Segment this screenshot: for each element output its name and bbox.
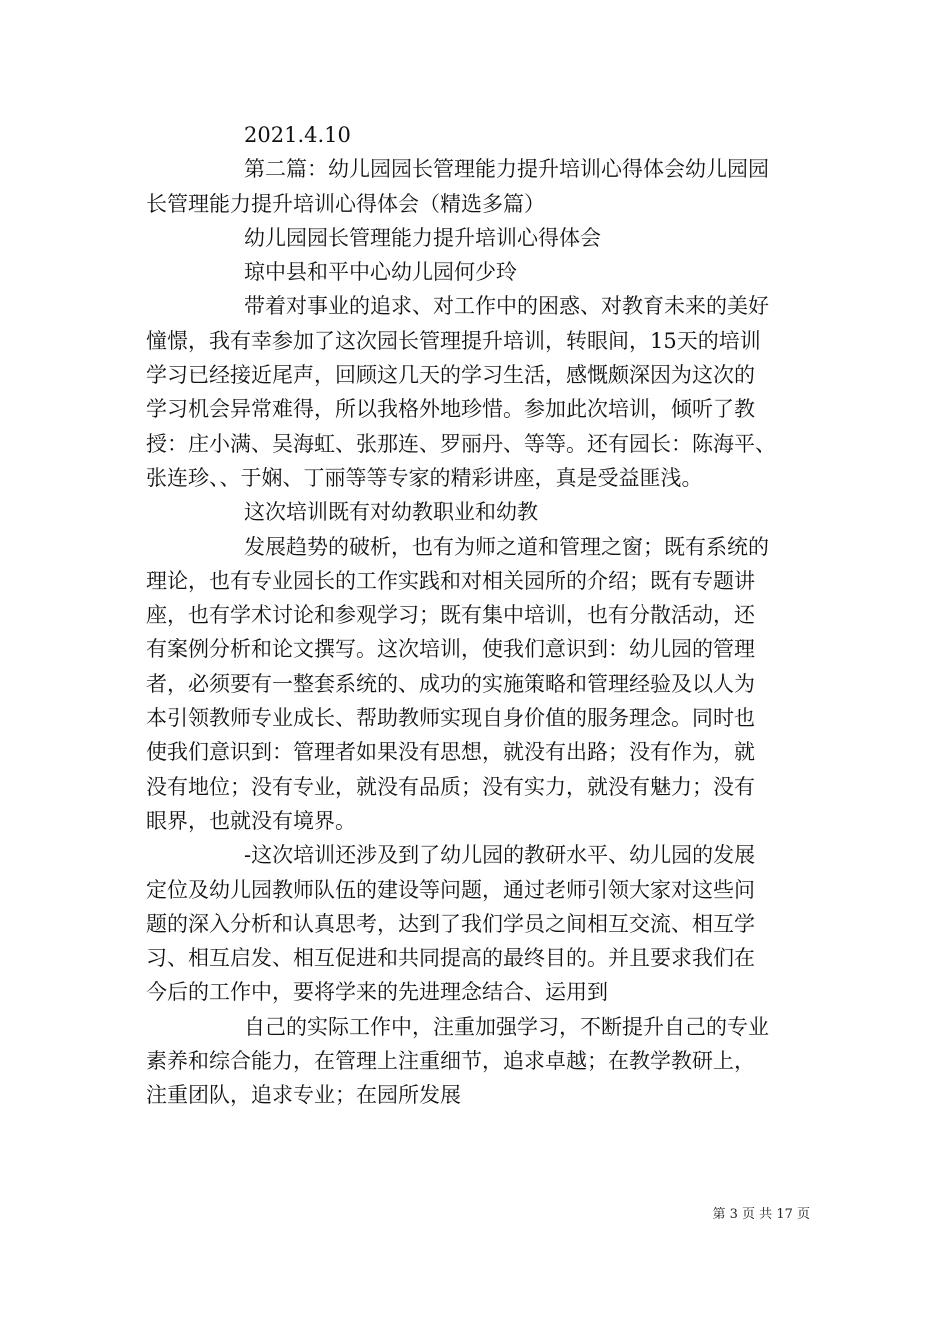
article-title: 幼儿园园长管理能力提升培训心得体会 [244,225,601,250]
text-line: 习、相互启发、相互促进和共同提高的最终目的。并且要求我们在 [146,946,755,971]
text-line: 发展趋势的破析，也有为师之道和管理之窗；既有系统的 [244,534,769,559]
text-line: 自己的实际工作中，注重加强学习，不断提升自己的专业 [244,1014,769,1039]
page-number-label: 第 3 页 共 17 页 [712,1207,810,1222]
text-line: 座，也有学术讨论和参观学习；既有集中培训，也有分散活动，还 [146,603,755,628]
text-line: 眼界，也就没有境界。 [146,808,356,833]
text-line: 授：庄小满、吴海虹、张那连、罗丽丹、等等。还有园长：陈海平、 [146,431,776,456]
text-line: -这次培训还涉及到了幼儿园的教研水平、幼儿园的发展 [244,843,756,868]
text-line: 注重团队，追求专业；在园所发展 [146,1083,461,1108]
text-line: 今后的工作中，要将学来的先进理念结合、运用到 [146,980,608,1005]
text-line: 素养和综合能力，在管理上注重细节，追求卓越；在教学教研上， [146,1049,755,1074]
text-line: 憧憬，我有幸参加了这次园长管理提升培训，转眼间，15天的培训 [146,328,761,353]
text-line: 长管理能力提升培训心得体会（精选多篇） [146,191,545,216]
article-author: 琼中县和平中心幼儿园何少玲 [244,260,517,285]
text-line: 定位及幼儿园教师队伍的建设等问题，通过老师引领大家对这些问 [146,877,755,902]
text-line: 者，必须要有一整套系统的、成功的实施策略和管理经验及以人为 [146,671,755,696]
text-line: 带着对事业的追求、对工作中的困惑、对教育未来的美好 [244,294,769,319]
text-line: 这次培训既有对幼教职业和幼教 [244,500,538,525]
text-line: 有案例分析和论文撰写。这次培训，使我们意识到：幼儿园的管理 [146,637,755,662]
page-footer [600,1203,810,1222]
text-line: 2021.4.10 [244,123,351,147]
text-line: 理论，也有专业园长的工作实践和对相关园所的介绍；既有专题讲 [146,568,755,593]
text-line: 学习已经接近尾声，回顾这几天的学习生活，感慨颇深因为这次的 [146,363,755,388]
text-line: 本引领教师专业成长、帮助教师实现自身价值的服务理念。同时也 [146,706,755,731]
document-body [146,118,810,1113]
text-line: 张连珍、、于娴、丁丽等等专家的精彩讲座，真是受益匪浅。 [146,465,703,490]
text-line: 题的深入分析和认真思考，达到了我们学员之间相互交流、相互学 [146,911,755,936]
text-line: 使我们意识到：管理者如果没有思想，就没有出路；没有作为，就 [146,740,755,765]
text-line: 第二篇：幼儿园园长管理能力提升培训心得体会幼儿园园 [244,157,769,182]
text-line: 学习机会异常难得，所以我格外地珍惜。参加此次培训，倾听了教 [146,397,755,422]
text-line: 没有地位；没有专业，就没有品质；没有实力，就没有魅力；没有 [146,774,755,799]
